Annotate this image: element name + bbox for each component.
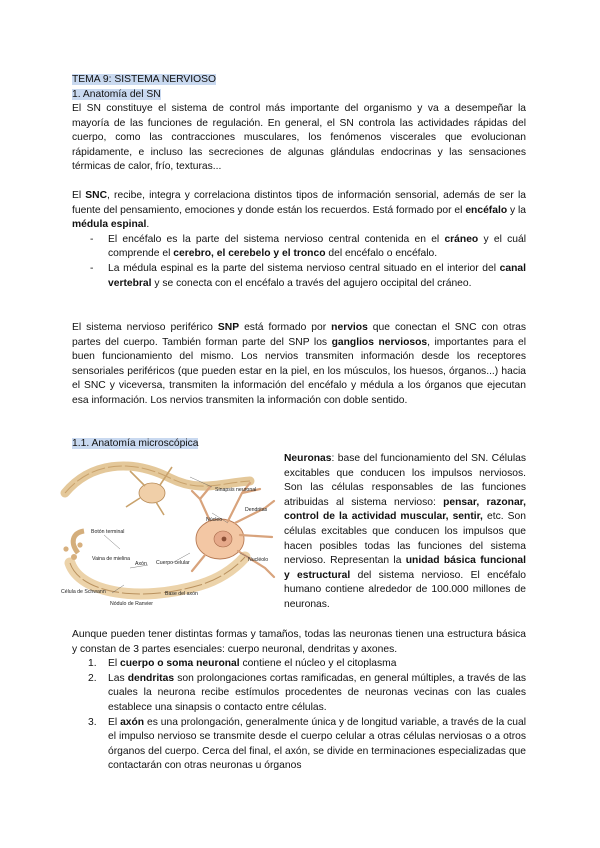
- snp-paragraph: El sistema nervioso periférico SNP está formado por nervios que conectan el SNC con otras partes del cuerpo. También forman parte del SNP los ganglios nerviosos, importantes para el buen funcionamiento del mismo. Los nervios transmiten información desde los receptores sensoriales periféricos (que pueden estar en la piel, en los músculos, los huesos, órganos...) hacia el SNC y viceversa, transmiten la información del encéfalo y médula a los órganos que ejecutan esa información. Los nervios transmiten la información con doble sentido.: [72, 322, 526, 406]
- tema-title: TEMA 9: SISTEMA NERVIOSO: [72, 74, 217, 85]
- snc-paragraph: El SNC, recibe, integra y correlaciona distintos tipos de información sensorial, además de ser la fuente del pensamiento, emociones y donde están los recuerdos. Está formado por el encéfalo y la médula espinal.: [72, 190, 527, 231]
- label-nucleus: Núcleo: [206, 517, 223, 523]
- list-item: - La médula espinal es la parte del sistema nervioso central situado en el interior del canal vertebral y se conecta con el encéfalo a través del agujero occipital del cráneo.: [72, 262, 526, 291]
- label-axon-base: Base del axón: [165, 591, 198, 597]
- label-body: Cuerpo celular: [156, 560, 190, 566]
- intro-paragraph: El SN constituye el sistema de control más importante del organismo y va a desempeñar la mayoría de las funciones de regulación. En general, el SN controla las actividades rápidas del cuerpo, como las contracciones musculares, los fenómenos viscerales que evolucionan rápidamente, e incluso las secreciones de algunas glándulas endocrinas y las sensaciones térmicas de calor, frío, texturas...: [72, 103, 526, 173]
- neurons-paragraph: Neuronas: base del funcionamiento del SN. Células excitables que conducen los impulsos nerviosos. Son las células responsables de las funciones atribuidas al sistema nervioso: pensar, razonar, control de la actividad muscular, sentir, etc. Son células excitables que conducen los impulsos que hacen posibles todas las funciones del sistema nervioso. Representan la unidad básica funcional y estructural del sistema nervioso. El encéfalo humano contiene alrededor de 100.000 millones de neuronas.: [284, 453, 526, 610]
- label-ranvier: Nódulo de Ranvier: [110, 601, 153, 607]
- page-title: [72, 73, 216, 102]
- parts-intro: Aunque pueden tener distintas formas y tamaños, todas las neuronas tienen una estructura básica y constan de 3 partes esenciales: cuerpo neuronal, dendritas y axones.: [72, 629, 526, 655]
- list-item: - El encéfalo es la parte del sistema nervioso central contenida en el cráneo y el cuál comprende el cerebro, el cerebelo y el tronco del encéfalo o encéfalo.: [72, 233, 526, 262]
- list-item: 2. Las dendritas son prolongaciones cortas ramificadas, en general múltiples, a través de las cuales la neurona recibe estímulos procedentes de neuronas vecinas con las cuales establece una sinapsis o contacto entre células.: [88, 672, 526, 713]
- parts-block: [72, 628, 526, 774]
- label-synapse: Sinapsis neuronal: [215, 487, 257, 493]
- parts-list: [72, 657, 526, 774]
- label-dendrites: Dendritas: [245, 507, 268, 513]
- label-myelin: Vaina de mielina: [92, 556, 130, 562]
- list-item: 3. El axón es una prolongación, generalmente única y de longitud variable, a través de la cual el impulso nervioso se transmite desde el cuerpo celular a otras células nerviosas o a otros órganos del cuerpo. Cerca del final, el axón, se divide en terminaciones especializadas que contactarán con otras neuronas u órganos: [88, 716, 526, 772]
- neuron-diagram: [60, 453, 282, 611]
- snc-list: [72, 233, 526, 291]
- label-nucleolus: Nucléolo: [248, 557, 269, 563]
- label-terminal: Botón terminal: [91, 529, 125, 535]
- label-axon: Axón: [135, 561, 147, 567]
- label-schwann: Célula de Schwann: [61, 589, 106, 595]
- snc-block: [72, 189, 526, 291]
- list-item: 1. El cuerpo o soma neuronal contiene el núcleo y el citoplasma: [88, 658, 397, 670]
- neuron-illustration: [60, 453, 282, 611]
- section-heading-anatomia: 1. Anatomía del SN: [72, 88, 161, 100]
- section-heading-microscopica: 1.1. Anatomía microscópica: [72, 438, 199, 449]
